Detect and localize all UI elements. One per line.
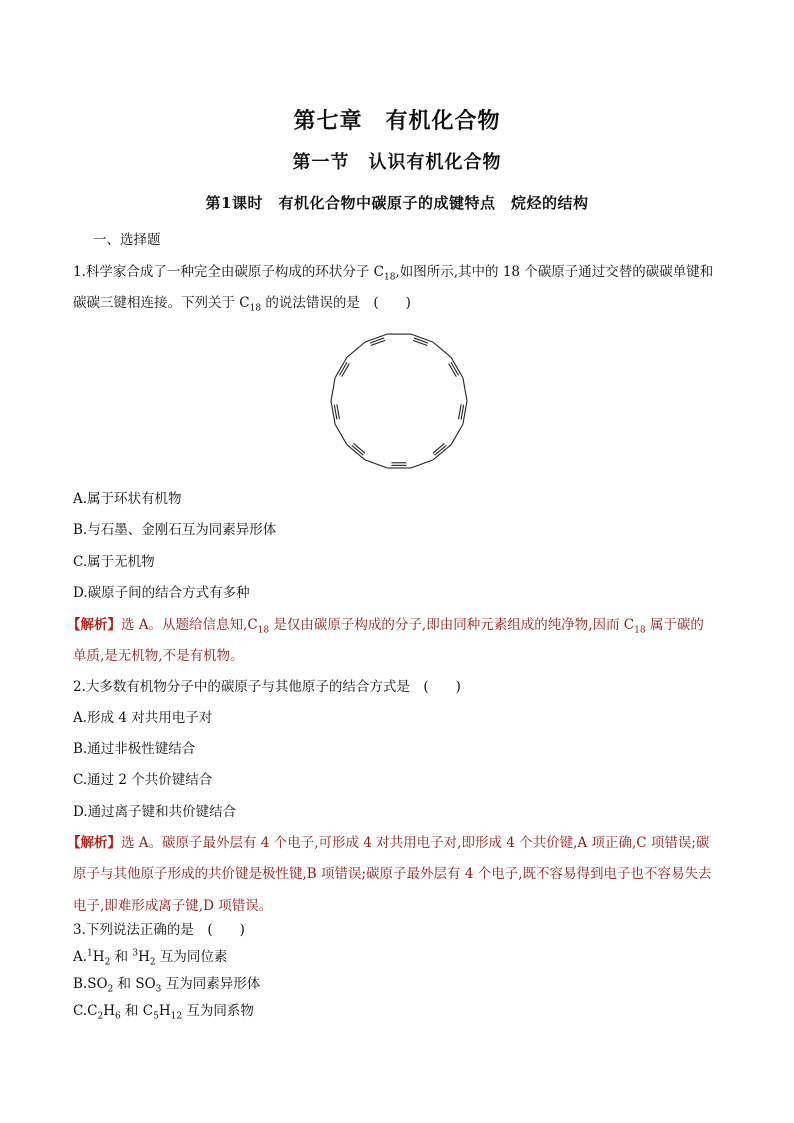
bond-connector	[383, 334, 387, 335]
q2-option-b: B.通过非极性键结合	[73, 741, 196, 757]
q1-option-d: D.碳原子间的结合方式有多种	[73, 585, 250, 601]
triple-bond-line	[334, 405, 337, 420]
bond-connector	[466, 401, 467, 405]
bond-connector	[461, 374, 463, 378]
bond-connector	[451, 357, 453, 361]
bond-connector	[463, 420, 464, 424]
q2-option-c: C.通过 2 个共价键结合	[73, 772, 213, 788]
q1-answer-line2: 单质,是无机物,不是有机物。	[73, 648, 244, 664]
bond-connector	[365, 341, 369, 342]
bond-connector	[347, 445, 350, 448]
bond-connector	[335, 374, 337, 378]
c18-ring-diagram	[326, 328, 472, 474]
q2-answer-line1: 【解析】选 A。碳原子最外层有 4 个电子,可形成 4 对共用电子对,即形成 4 个共价键,A 项正确,C 项错误;碳	[67, 835, 710, 851]
answer-tag: 【解析】	[67, 835, 121, 851]
bond-connector	[331, 401, 332, 405]
answer-tag: 【解析】	[67, 617, 121, 633]
single-bond	[347, 342, 365, 357]
triple-bond-line	[337, 404, 340, 419]
q2-answer-line2: 原子与其他原子形成的共价键是极性键,B 项错误;碳原子最外层有 4 个电子,既不容易得到电子也不容易失去	[73, 866, 712, 882]
single-bond	[433, 342, 451, 357]
q3-stem: 3.下列说法正确的是 ( )	[73, 922, 245, 938]
part-heading: 一、选择题	[93, 232, 161, 248]
triple-bond-line	[459, 404, 462, 419]
section-title: 第一节 认识有机化合物	[292, 152, 502, 173]
q2-answer-line3: 电子,即难形成离子键,D 项错误。	[73, 898, 273, 914]
q1-option-a: A.属于环状有机物	[73, 491, 182, 507]
lesson-title: 第1课时 有机化合物中碳原子的成键特点 烷烃的结构	[205, 194, 589, 212]
bond-connector	[448, 445, 451, 448]
single-bond	[451, 424, 463, 444]
q1-option-b: B.与石墨、金刚石互为同素异形体	[73, 522, 277, 538]
single-bond	[331, 378, 335, 401]
triple-bond-line	[415, 335, 429, 340]
q1-option-c: C.属于无机物	[73, 554, 155, 570]
q1-stem-line1: 1.科学家合成了一种完全由碳原子构成的环状分子 $C_{18}$,如图所示,其中的 18 个碳原子通过交替的碳碳单键和	[73, 264, 714, 283]
triple-bond-line	[413, 340, 427, 345]
q1-answer-line1: 【解析】选 A。从题给信息知$,C_{18}$ 是仅由碳原子构成的分子,即由同种元素组成的纯净物,因而 $C_{18}$ 属于碳的	[67, 617, 704, 636]
single-bond	[463, 378, 467, 401]
chapter-title: 第七章 有机化合物	[293, 108, 501, 134]
q3-option-a: $A.^1H_2$ 和 $^3H_2$ 互为同位素	[73, 948, 228, 968]
triple-bond-line	[370, 338, 384, 343]
triple-bond-line	[369, 335, 383, 340]
q2-stem: 2.大多数有机物分子中的碳原子与其他原子的结合方式是 ( )	[73, 679, 461, 695]
bond-connector	[411, 334, 415, 335]
q3-option-c: $C.C_2H_6$ 和 $C_5H_{12}$ 互为同系物	[73, 1003, 254, 1022]
triple-bond-line	[464, 405, 467, 420]
triple-bond-line	[332, 405, 335, 420]
single-bond	[365, 460, 387, 468]
triple-bond-line	[461, 405, 464, 420]
bond-connector	[362, 457, 365, 460]
q2-option-d: D.通过离子键和共价键结合	[73, 804, 237, 820]
triple-bond-line	[371, 340, 385, 345]
q1-stem-line2: 碳碳三键相连接。下列关于 $C_{18}$ 的说法错误的是 ( )	[73, 295, 411, 314]
bond-connector	[433, 457, 436, 460]
bond-connector	[429, 341, 433, 342]
bond-connector	[345, 357, 347, 361]
bond-connector	[334, 420, 335, 424]
q2-option-a: A.形成 4 对共用电子对	[73, 710, 213, 726]
single-bond	[411, 460, 433, 468]
q3-option-b: $B.SO_2$ 和 $SO_3$ 互为同素异形体	[73, 976, 261, 995]
single-bond	[335, 424, 347, 444]
triple-bond-line	[414, 338, 428, 343]
